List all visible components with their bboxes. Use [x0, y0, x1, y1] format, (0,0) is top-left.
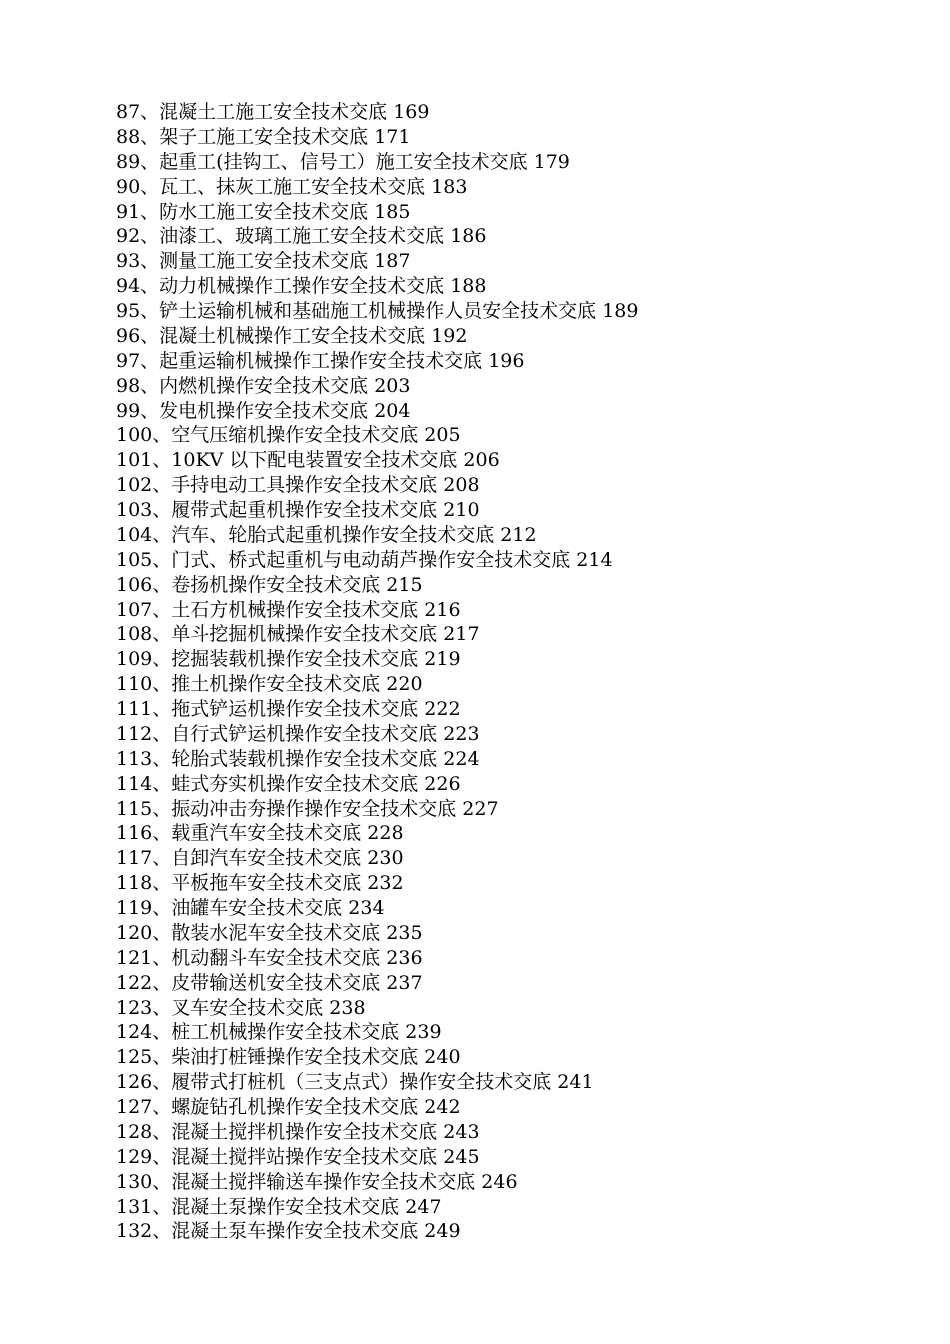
toc-entry: 98、内燃机操作安全技术交底 203	[116, 374, 411, 397]
toc-entry: 94、动力机械操作工操作安全技术交底 188	[116, 275, 487, 298]
toc-entry: 130、混凝土搅拌输送车操作安全技术交底 246	[116, 1170, 518, 1193]
toc-entry: 96、混凝土机械操作工安全技术交底 192	[116, 324, 468, 347]
toc-entry: 131、混凝土泵操作安全技术交底 247	[116, 1195, 442, 1218]
toc-entry: 104、汽车、轮胎式起重机操作安全技术交底 212	[116, 523, 537, 546]
toc-entry: 101、10KV 以下配电装置安全技术交底 206	[116, 449, 500, 472]
toc-entry: 114、蛙式夯实机操作安全技术交底 226	[116, 772, 461, 795]
toc-entry: 111、拖式铲运机操作安全技术交底 222	[116, 698, 461, 720]
toc-entry: 88、架子工施工安全技术交底 171	[116, 125, 411, 148]
toc-entry: 113、轮胎式装载机操作安全技术交底 224	[116, 747, 480, 770]
toc-entry: 122、皮带输送机安全技术交底 237	[116, 971, 423, 994]
toc-entry: 105、门式、桥式起重机与电动葫芦操作安全技术交底 214	[116, 548, 613, 571]
toc-entry: 115、振动冲击夯操作操作安全技术交底 227	[116, 797, 499, 820]
toc-entry: 112、自行式铲运机操作安全技术交底 223	[116, 722, 480, 745]
toc-entry: 125、柴油打桩锤操作安全技术交底 240	[116, 1046, 461, 1069]
toc-entry: 129、混凝土搅拌站操作安全技术交底 245	[116, 1145, 480, 1168]
toc-entry: 90、瓦工、抹灰工施工安全技术交底 183	[116, 175, 468, 198]
toc-entry: 89、起重工(挂钩工、信号工）施工安全技术交底 179	[116, 150, 570, 173]
toc-entry: 107、土石方机械操作安全技术交底 216	[116, 598, 461, 621]
toc-entry: 91、防水工施工安全技术交底 185	[116, 200, 411, 223]
toc-entry: 95、铲土运输机械和基础施工机械操作人员安全技术交底 189	[116, 300, 639, 322]
toc-entry: 99、发电机操作安全技术交底 204	[116, 399, 411, 422]
toc-entry: 93、测量工施工安全技术交底 187	[116, 250, 411, 273]
table-of-contents	[116, 100, 638, 1244]
toc-entry: 97、起重运输机械操作工操作安全技术交底 196	[116, 349, 525, 372]
toc-entry: 124、桩工机械操作安全技术交底 239	[116, 1021, 442, 1044]
toc-entry: 120、散装水泥车安全技术交底 235	[116, 921, 423, 944]
toc-entry: 109、挖掘装载机操作安全技术交底 219	[116, 648, 461, 671]
toc-entry: 100、空气压缩机操作安全技术交底 205	[116, 424, 461, 447]
toc-entry: 119、油罐车安全技术交底 234	[116, 897, 385, 919]
toc-entry: 102、手持电动工具操作安全技术交底 208	[116, 474, 480, 497]
toc-entry: 108、单斗挖掘机械操作安全技术交底 217	[116, 623, 480, 646]
toc-entry: 128、混凝土搅拌机操作安全技术交底 243	[116, 1120, 480, 1143]
toc-entry: 121、机动翻斗车安全技术交底 236	[116, 946, 423, 969]
toc-entry: 106、卷扬机操作安全技术交底 215	[116, 573, 423, 596]
toc-entry: 127、螺旋钻孔机操作安全技术交底 242	[116, 1096, 461, 1118]
toc-entry: 103、履带式起重机操作安全技术交底 210	[116, 499, 480, 521]
toc-entry: 92、油漆工、玻璃工施工安全技术交底 186	[116, 225, 487, 248]
toc-entry: 126、履带式打桩机（三支点式）操作安全技术交底 241	[116, 1071, 594, 1094]
toc-entry: 118、平板拖车安全技术交底 232	[116, 872, 404, 895]
toc-entry: 116、载重汽车安全技术交底 228	[116, 822, 404, 845]
toc-entry: 132、混凝土泵车操作安全技术交底 249	[116, 1220, 461, 1243]
toc-entry: 117、自卸汽车安全技术交底 230	[116, 847, 404, 870]
toc-entry: 87、混凝土工施工安全技术交底 169	[116, 101, 430, 123]
toc-entry: 123、叉车安全技术交底 238	[116, 996, 366, 1019]
toc-entry: 110、推土机操作安全技术交底 220	[116, 673, 423, 696]
